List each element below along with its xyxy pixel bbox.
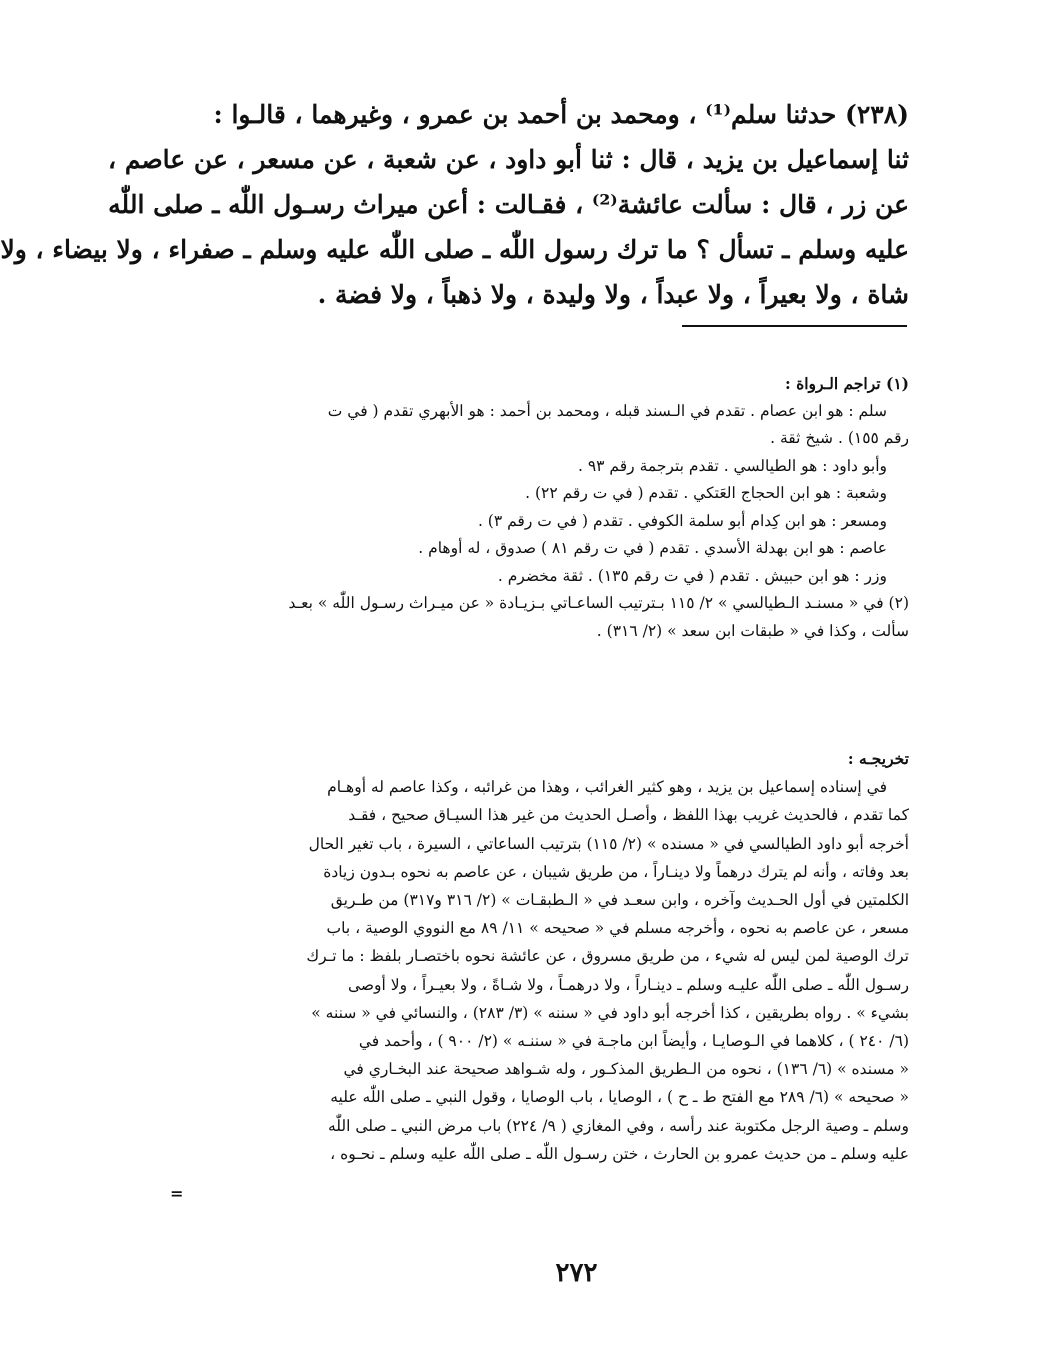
- hadith-text: [0, 92, 909, 317]
- footnotes: [229, 370, 909, 645]
- hadith-line: عن زر ، قال : سألت عائشة⁽²⁾ ، فقـالت : أعن ميراث رسـول اللّٰه ـ صلى اللّٰه: [108, 190, 909, 219]
- takhrij-line: عليه وسلم ـ من حديث عمرو بن الحارث ، ختن رسـول اللّٰه ـ صلى اللّٰه عليه وسلم ـ نحـوه ،: [330, 1144, 909, 1163]
- takhrij-section: [219, 745, 909, 1168]
- footnote-line: وأبو داود : هو الطيالسي . تقدم بترجمة رقم ٩٣ .: [577, 456, 887, 475]
- page-number: ٢٧٢: [555, 1258, 598, 1288]
- hadith-line: (٢٣٨) حدثنا سلم⁽¹⁾ ، ومحمد بن أحمد بن عمرو ، وغيرهما ، قالـوا :: [213, 100, 909, 129]
- takhrij-line: « مسنده » (٦/ ١٣٦) ، نحوه من الـطريق المذكـور ، وله شـواهد صحيحة عند البخـاري في: [343, 1060, 909, 1079]
- footnote-2-line: (٢) في « مسنـد الـطيالسي » ٢/ ١١٥ بـترتيب الساعـاتي بـزيـادة « عن ميـراث رسـول اللّٰه » بعـد: [288, 594, 909, 612]
- takhrij-line: بعد وفاته ، وأنه لم يترك درهماً ولا دينـاراً ، من طريق شيبان ، عن عاصم به نحوه بـدون زيادة: [323, 862, 909, 881]
- takhrij-line: في إسناده إسماعيل بن يزيد ، وهو كثير الغرائب ، وهذا من غرائبه ، وكذا عاصم له أوهـام: [327, 778, 887, 797]
- takhrij-title: تخريجـه :: [847, 749, 909, 768]
- footnote-1-heading: (١) تراجم الـرواة :: [784, 374, 909, 393]
- takhrij-line: رسـول اللّٰه ـ صلى اللّٰه عليـه وسلم ـ دينـاراً ، ولا درهمـاً ، ولا شـاةً ، ولا بعيـراً ، ولا أوصى: [347, 975, 909, 994]
- takhrij-line: (٦/ ٢٤٠ ) ، كلاهما في الـوصايـا ، وأيضاً ابن ماجـة في « سننـه » (٢/ ٩٠٠ ) ، وأحمد في: [358, 1032, 909, 1051]
- footnote-line: وشعبة : هو ابن الحجاج العَتكي . تقدم ( في ت رقم ٢٢) .: [525, 484, 887, 502]
- footnote-line: سألت ، وكذا في « طبقات ابن سعد » (٢/ ٣١٦) .: [596, 621, 909, 640]
- footnote-line: سلم : هو ابن عصام . تقدم في الـسند قبله ، ومحمد بن أحمد : هو الأبهري تقدم ( في ت: [327, 401, 887, 420]
- hadith-line: ثنا إسماعيل بن يزيد ، قال : ثنا أبو داود ، عن شعبة ، عن مسعر ، عن عاصم ،: [108, 145, 909, 174]
- takhrij-line: ترك الوصية لمن ليس له شيء ، من طريق مسروق ، عن عائشة نحوه باختصـار بلفظ : ما تـرك: [306, 947, 909, 966]
- continuation-mark: =: [170, 1184, 184, 1203]
- footnote-line: ومسعر : هو ابن كِدام أبو سلمة الكوفي . تقدم ( في ت رقم ٣) .: [477, 511, 887, 530]
- takhrij-line: بشيء » . رواه بطريقين ، كذا أخرجه أبو داود في « سننه » (٣/ ٢٨٣) ، والنسائي في « سننه »: [311, 1003, 909, 1022]
- takhrij-line: مسعر ، عن عاصم به نحوه ، وأخرجه مسلم في « صحيحه » ١١/ ٨٩ مع النووي الوصية ، باب: [326, 919, 909, 938]
- footnote-line: رقم ١٥٥) . شيخ ثقة .: [770, 429, 909, 447]
- footnote-line: وزر : هو ابن حبيش . تقدم ( في ت رقم ١٣٥) . ثقة مخضرم .: [497, 566, 887, 585]
- hadith-line: عليه وسلم ـ تسأل ؟ ما ترك رسول اللّٰه ـ صلى اللّٰه عليه وسلم ـ صفراء ، ولا بيضاء ، ولا: [0, 235, 909, 264]
- takhrij-line: « صحيحه » (٦/ ٢٨٩ مع الفتح ط ـ ح ) ، الوصايا ، باب الوصايا ، وقول النبي ـ صلى اللّٰه عليه: [330, 1088, 909, 1107]
- footnote-line: عاصم : هو ابن بهدلة الأسدي . تقدم ( في ت رقم ٨١ ) صدوق ، له أوهام .: [418, 539, 887, 557]
- footnote-divider: [682, 325, 907, 327]
- takhrij-line: أخرجه أبو داود الطيالسي في « مسنده » (٢/ ١١٥) بترتيب الساعاتي ، السيرة ، باب تغير الحال: [308, 834, 909, 853]
- takhrij-line: الكلمتين في أول الحـديث وآخره ، وابن سعـد في « الـطبقـات » (٢/ ٣١٦ و٣١٧) من طـريق: [330, 891, 909, 910]
- takhrij-line: وسلم ـ وصية الرجل مكتوبة عند رأسه ، وفي المغازي ( ٩/ ٢٢٤) باب مرض النبي ـ صلى اللّٰه: [327, 1116, 909, 1135]
- hadith-line: شاة ، ولا بعيراً ، ولا عبداً ، ولا وليدة ، ولا ذهباً ، ولا فضة .: [317, 280, 909, 309]
- takhrij-line: كما تقدم ، فالحديث غريب بهذا اللفظ ، وأصـل الحديث من غير هذا السيـاق صحيح ، فقـد: [348, 806, 909, 825]
